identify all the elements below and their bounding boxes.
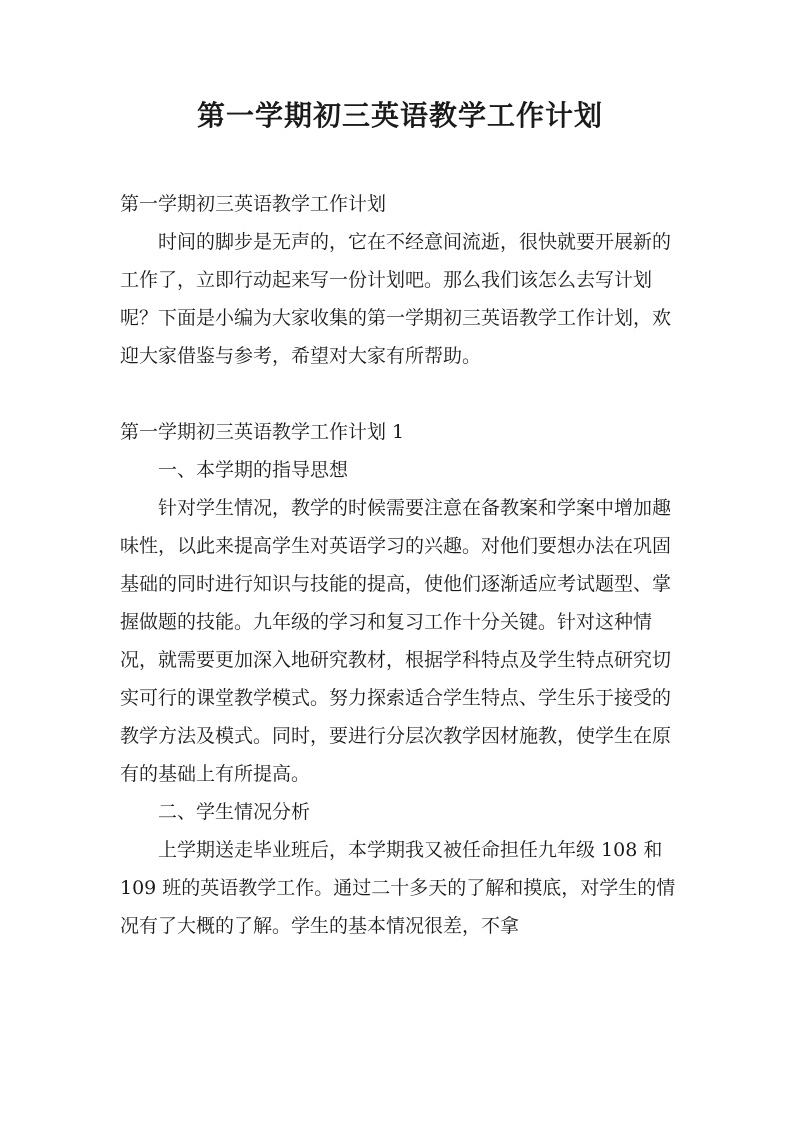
- section-title: 第一学期初三英语教学工作计划 1: [120, 421, 405, 443]
- paragraph-guiding-thought: 针对学生情况，教学的时候需要注意在备教案和学案中增加趣味性，以此来提高学生对英语学习的兴趣。对他们要想办法在巩固基础的同时进行知识与技能的提高，使他们逐渐适应考试题型、掌握做题的技能。九年级的学习和复习工作十分关键。针对这种情况，就需要更加深入地研究教材，根据学科特点及学生特点研究切实可行的课堂教学模式。努力探索适合学生特点、学生乐于接受的教学方法及模式。同时，要进行分层次教学因材施教，使学生在原有的基础上有所提高。: [120, 497, 672, 785]
- section-heading-guiding-thought: 一、本学期的指导思想: [158, 459, 349, 481]
- document-subtitle: 第一学期初三英语教学工作计划: [120, 193, 387, 215]
- intro-paragraph: 时间的脚步是无声的，它在不经意间流逝，很快就要开展新的工作了，立即行动起来写一份计划吧。那么我们该怎么去写计划呢？下面是小编为大家收集的第一学期初三英语教学工作计划，欢迎大家借鉴与参考，希望对大家有所帮助。: [120, 231, 672, 367]
- paragraph-student-analysis: 上学期送走毕业班后，本学期我又被任命担任九年级 108 和 109 班的英语教学工作。通过二十多天的了解和摸底，对学生的情况有了大概的了解。学生的基本情况很差，不拿: [120, 839, 676, 937]
- document-title: 第一学期初三英语教学工作计划: [196, 99, 603, 132]
- paragraph-spacer: [120, 375, 688, 413]
- document-body: [120, 185, 688, 945]
- section-heading-student-analysis: 二、学生情况分析: [158, 801, 311, 823]
